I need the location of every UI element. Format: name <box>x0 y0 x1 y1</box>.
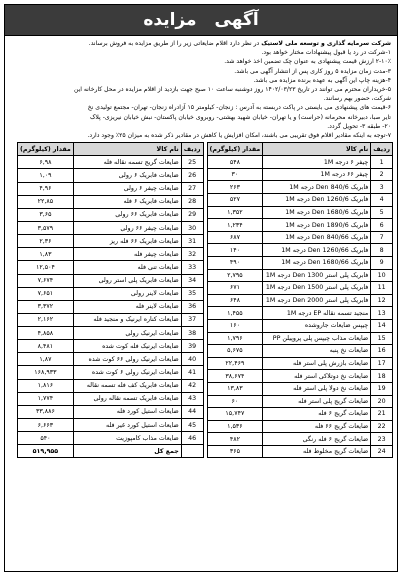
cell-row: 31 <box>181 235 203 248</box>
intro-line-2: ۱-شرکت در رد یا قبول پیشنهادات مختار خواهد بود. <box>261 49 391 57</box>
cell-qty: ۲,۱۶۲ <box>18 313 74 326</box>
table-row <box>207 370 392 383</box>
table-row <box>18 287 203 300</box>
table-row <box>18 419 203 432</box>
table-row <box>207 282 392 295</box>
cell-row: 1 <box>371 156 393 169</box>
cell-name: ضایعات استیل کورد غیر فله <box>73 419 181 432</box>
table-row <box>207 294 392 307</box>
cell-name: چیپس ضایعات جاروشده <box>263 319 371 332</box>
header-title-right: آگهی <box>214 10 259 30</box>
cell-row: 41 <box>181 366 203 379</box>
cell-name: ضایعات فابریک کف فله تسمه نقاله <box>73 379 181 392</box>
cell-row: 17 <box>371 357 393 370</box>
cell-row: 34 <box>181 274 203 287</box>
cell-qty: ۱۶۸,۹۳۳ <box>18 366 74 379</box>
table-row <box>18 221 203 234</box>
table-row <box>18 248 203 261</box>
cell-row: 26 <box>181 169 203 182</box>
cell-row <box>181 445 203 458</box>
cell-name: فابریک پلی استر 1300 Den درجه 1M <box>263 269 371 282</box>
cell-name: ضایعات ایرنیک رولی ۶ کوت شده <box>73 366 181 379</box>
table-row <box>207 433 392 446</box>
intro-line-1: شرکت سرمایه گذاری و توسعه ملی لاستیک در نظر دارد اقلام ضایعاتی زیر را از طریق مزایده به فروش برساند. <box>88 40 391 47</box>
cell-qty: ۳۶۵ <box>207 445 263 458</box>
table-row <box>207 319 392 332</box>
intro-line-4: ۳-مدت زمان مزایده ۵ روز کاری پس از انتشار آگهی می باشد. <box>234 67 391 75</box>
cell-qty: ۳۰ <box>207 168 263 181</box>
cell-qty: ۱,۰۹ <box>18 169 74 182</box>
cell-row: 20 <box>371 395 393 408</box>
cell-row: 25 <box>181 156 203 169</box>
cell-name: چیفر ۶ درجه 1M <box>263 156 371 169</box>
table-row <box>18 313 203 326</box>
cell-name: فابریک 1890/6 Den درجه 1M <box>263 219 371 232</box>
cell-name: ضایعات گریج تسمه نقاله فله <box>73 156 181 169</box>
cell-row: 28 <box>181 195 203 208</box>
cell-row: 43 <box>181 392 203 405</box>
cell-qty: ۳,۵۷۹ <box>18 221 74 234</box>
cell-row: 39 <box>181 340 203 353</box>
cell-name: ضایعات گریج ۶ فله <box>263 408 371 421</box>
cell-row: 30 <box>181 221 203 234</box>
cell-qty: ۴۹۰ <box>207 256 263 269</box>
cell-row: 3 <box>371 181 393 194</box>
cell-row: 4 <box>371 194 393 207</box>
table-row <box>207 445 392 458</box>
table-row <box>18 379 203 392</box>
cell-name: فابریک پلی استر 2000 Den درجه 1M <box>263 294 371 307</box>
cell-name: ضایعات گریج ۶ فله رنگی <box>263 433 371 446</box>
cell-row: 44 <box>181 405 203 418</box>
notice-header <box>5 5 397 36</box>
cell-name: ضایعات ایرنیک فله کوت شده <box>73 340 181 353</box>
cell-qty: ۱,۷۹۶ <box>207 332 263 345</box>
cell-row: 18 <box>371 370 393 383</box>
cell-name: ضایعات نخ دولا پلی استر فله <box>263 382 371 395</box>
cell-row: 23 <box>371 433 393 446</box>
table-right-body <box>207 156 392 458</box>
notice-body <box>5 36 397 142</box>
cell-qty: ۱,۸۱۶ <box>18 379 74 392</box>
cell-name: جمع کل <box>73 445 181 458</box>
table-row <box>18 182 203 195</box>
table-row <box>18 261 203 274</box>
cell-qty: ۱,۲۳۴ <box>207 219 263 232</box>
cell-qty: ۵,۶۷۵ <box>207 345 263 358</box>
table-row <box>207 194 392 207</box>
cell-name: ضایعات چیفر فله <box>73 248 181 261</box>
cell-qty: ۱۳,۸۳ <box>207 382 263 395</box>
cell-name: فابریک 1680/6 Den درجه 1M <box>263 206 371 219</box>
cell-name: فابریک 1680/66 Den درجه 1M <box>263 256 371 269</box>
table-row <box>207 244 392 257</box>
intro-line-7: شرکت، حضور بهم رسانند. <box>323 95 391 103</box>
cell-qty: ۴۸۲ <box>207 433 263 446</box>
items-table-right <box>207 142 393 458</box>
cell-qty: ۵۱۹,۹۵۵ <box>18 445 74 458</box>
intro-line-8: ۶-قیمت های پیشنهادی می بایستی در پاکت دربسته به آدرس : زنجان- کیلومتر ۱۵ آزادراه زنجان- تهران- مجتمع تولیدی نخ <box>87 104 391 112</box>
cell-qty: ۶,۹۸ <box>18 156 74 169</box>
cell-row: 36 <box>181 300 203 313</box>
cell-qty: ۴,۹۶ <box>18 182 74 195</box>
cell-qty: ۷,۶۷۴ <box>18 274 74 287</box>
cell-row: 19 <box>371 382 393 395</box>
cell-row: 45 <box>181 419 203 432</box>
table-row <box>18 208 203 221</box>
cell-row: 2 <box>371 168 393 181</box>
cell-name: ضایعات فابریک ۶ فله <box>73 195 181 208</box>
table-row <box>207 181 392 194</box>
table-row <box>207 231 392 244</box>
cell-qty: ۶۷۱ <box>207 282 263 295</box>
items-table-left <box>17 142 203 458</box>
table-row <box>18 169 203 182</box>
cell-name: فابریک 1260/6 Den درجه 1M <box>263 194 371 207</box>
table-row <box>207 332 392 345</box>
col-header-row: ردیف <box>371 143 393 156</box>
table-row <box>207 219 392 232</box>
cell-qty: ۱۵,۷۴۷ <box>207 408 263 421</box>
cell-name: ضایعات گریج ۶۶ فله <box>263 420 371 433</box>
cell-qty: ۸,۴۸۱ <box>18 340 74 353</box>
cell-name: ضایعات فابریک ۶۶ رولی <box>73 208 181 221</box>
header-title-left: مزایده <box>143 10 197 30</box>
table-row <box>207 420 392 433</box>
intro-line-11: ۷-توجه به اینکه مقادیر اقلام فوق تقریبی می باشند، امکان افزایش یا کاهش در مقادیر ذکر شده به میزان ۲۵٪ وجود دارد. <box>87 132 391 140</box>
cell-name: ضایعات تنی فله <box>73 261 181 274</box>
cell-qty: ۷,۶۵۱ <box>18 287 74 300</box>
table-row <box>18 392 203 405</box>
cell-qty: ۲۲,۸۵ <box>18 195 74 208</box>
cell-row: 7 <box>371 231 393 244</box>
cell-qty: ۱,۸۷ <box>18 353 74 366</box>
table-row <box>207 307 392 320</box>
cell-name: ضایعات لاینر رولی <box>73 287 181 300</box>
cell-qty: ۵۴۸ <box>207 156 263 169</box>
cell-row: 16 <box>371 345 393 358</box>
cell-name: ضایعات ایرنیک رولی <box>73 327 181 340</box>
intro-line-9: تایر صبا، دبیرخانه محرمانه (حراست) و یا تهران- خیابان شهید بهشتی- روبروی خیابان پاکستان- نبش خیابان نیریزی- پلاک <box>89 113 391 121</box>
cell-qty: ۲۶۳ <box>207 181 263 194</box>
cell-row: 22 <box>371 420 393 433</box>
cell-name: ضایعات مذاب کامپوزیت <box>73 432 181 445</box>
items-tables <box>5 142 397 458</box>
cell-name: ضایعات مذاب چیپس پلی پروپیلن PP <box>263 332 371 345</box>
table-row <box>18 353 203 366</box>
table-row <box>207 206 392 219</box>
table-row <box>207 357 392 370</box>
cell-qty: ۳۳,۸۸۶ <box>18 405 74 418</box>
cell-qty: ۱۴۰ <box>207 244 263 257</box>
total-row <box>18 445 203 458</box>
cell-name: فابریک 1260/66 Den درجه 1M <box>263 244 371 257</box>
cell-qty: ۴,۸۵۸ <box>18 327 74 340</box>
cell-row: 21 <box>371 408 393 421</box>
cell-name: ضایعات گریج پلی استر فله <box>263 395 371 408</box>
table-row <box>207 408 392 421</box>
table-row <box>18 432 203 445</box>
cell-row: 11 <box>371 282 393 295</box>
table-row <box>207 382 392 395</box>
col-header-name: نام کالا <box>73 143 181 156</box>
cell-qty: ۳۸,۶۷۴ <box>207 370 263 383</box>
cell-row: 12 <box>371 294 393 307</box>
intro-line-3: ۲-۱۰٪ ارزش قیمت پیشنهادی به عنوان چک تضمین اخذ خواهد شد. <box>224 58 391 66</box>
cell-row: 15 <box>371 332 393 345</box>
cell-qty: ۶۸۷ <box>207 231 263 244</box>
cell-row: 6 <box>371 219 393 232</box>
table-row <box>207 395 392 408</box>
cell-name: فابریک 840/66 Den درجه 1M <box>263 231 371 244</box>
cell-qty: ۱,۵۳۶ <box>207 420 263 433</box>
cell-row: 38 <box>181 327 203 340</box>
company-name: شرکت سرمایه گذاری و توسعه ملی لاستیک <box>261 40 391 47</box>
cell-qty: ۱,۸۳ <box>18 248 74 261</box>
cell-row: 5 <box>371 206 393 219</box>
col-header-row: ردیف <box>181 143 203 156</box>
cell-qty: ۵۲۷ <box>207 194 263 207</box>
cell-row: 9 <box>371 256 393 269</box>
table-row <box>207 269 392 282</box>
cell-row: 29 <box>181 208 203 221</box>
intro-line-5: ۴-هزینه چاپ این آگهی به عهده برنده مزایده می باشد. <box>253 76 391 84</box>
auction-notice <box>4 4 398 572</box>
table-row <box>207 168 392 181</box>
cell-qty: ۱,۷۷۴ <box>18 392 74 405</box>
cell-row: 8 <box>371 244 393 257</box>
table-row <box>18 156 203 169</box>
cell-row: 35 <box>181 287 203 300</box>
cell-name: ضایعات چیفر ۶۶ رولی <box>73 221 181 234</box>
cell-qty: ۲,۷۹۵ <box>207 269 263 282</box>
cell-name: ضایعات فابریک ۶۶ فله ریز <box>73 235 181 248</box>
cell-name: منجید تسمه نقاله EP درجه 1M <box>263 307 371 320</box>
cell-name: ضایعات نخ پنبه <box>263 345 371 358</box>
cell-name: ضایعات بازرش پلی استر فله <box>263 357 371 370</box>
cell-qty: ۱,۴۵۵ <box>207 307 263 320</box>
table-left-body <box>18 156 203 458</box>
cell-name: ضایعات فابریک پلی استر رولی <box>73 274 181 287</box>
col-header-qty: مقدار (کیلوگرم) <box>18 143 74 156</box>
table-row <box>18 274 203 287</box>
cell-name: ضایعات چیفر ۶ رولی <box>73 182 181 195</box>
cell-row: 13 <box>371 307 393 320</box>
cell-qty: ۲۲,۴۶۹ <box>207 357 263 370</box>
col-header-qty: مقدار (کیلوگرم) <box>207 143 263 156</box>
table-row <box>207 156 392 169</box>
table-row <box>18 340 203 353</box>
table-row <box>207 256 392 269</box>
table-row <box>18 235 203 248</box>
cell-qty: ۵۴۰ <box>18 432 74 445</box>
cell-row: 33 <box>181 261 203 274</box>
cell-name: چیفر ۶۶ درجه 1M <box>263 168 371 181</box>
table-row <box>207 345 392 358</box>
cell-name: ضایعات فابریک تسمه نقاله رولی <box>73 392 181 405</box>
cell-qty: ۶۰ <box>207 395 263 408</box>
cell-row: 37 <box>181 313 203 326</box>
cell-qty: ۱۶۰ <box>207 319 263 332</box>
cell-name: فابریک 840/6 Den درجه 1M <box>263 181 371 194</box>
cell-qty: ۳,۳۷۲ <box>18 300 74 313</box>
cell-name: ضایعات لاینر فله <box>73 300 181 313</box>
cell-qty: ۳,۶۵ <box>18 208 74 221</box>
cell-qty: ۶۴۸ <box>207 294 263 307</box>
cell-name: ضایعات کناره ایرنیک و منجید فله <box>73 313 181 326</box>
cell-name: ضایعات استیل کورد فله <box>73 405 181 418</box>
table-row <box>18 300 203 313</box>
cell-row: 27 <box>181 182 203 195</box>
cell-name: ضایعات گریج مخلوط فله <box>263 445 371 458</box>
col-header-name: نام کالا <box>263 143 371 156</box>
cell-row: 46 <box>181 432 203 445</box>
table-row <box>18 195 203 208</box>
cell-qty: ۲,۳۶ <box>18 235 74 248</box>
cell-name: فابریک پلی استر 1500 Den درجه 1M <box>263 282 371 295</box>
cell-row: 14 <box>371 319 393 332</box>
cell-row: 42 <box>181 379 203 392</box>
intro-line-10: ۲۰- طبقه ۳- تحویل گردد. <box>327 122 391 130</box>
table-row <box>18 327 203 340</box>
cell-row: 40 <box>181 353 203 366</box>
cell-qty: ۶,۶۶۳ <box>18 419 74 432</box>
table-row <box>18 366 203 379</box>
table-row <box>18 405 203 418</box>
cell-qty: ۱۲,۵۰۴ <box>18 261 74 274</box>
cell-row: 24 <box>371 445 393 458</box>
intro-line-6: ۵-خریداران محترم می توانند در تاریخ ۱۴۰۲/۰۳/۲۳ روز دوشنبه ساعت ۱۰ صبح جهت بازدید از اقلام مزایده در محل کارخانه این <box>73 86 391 94</box>
cell-name: ضایعات نخ دوتلاکی استر فله <box>263 370 371 383</box>
cell-name: ضایعات فابریک ۶ رولی <box>73 169 181 182</box>
cell-qty: ۱,۳۵۲ <box>207 206 263 219</box>
cell-row: 10 <box>371 269 393 282</box>
cell-row: 32 <box>181 248 203 261</box>
cell-name: ضایعات ایرنیک رولی ۶۶ کوت شده <box>73 353 181 366</box>
